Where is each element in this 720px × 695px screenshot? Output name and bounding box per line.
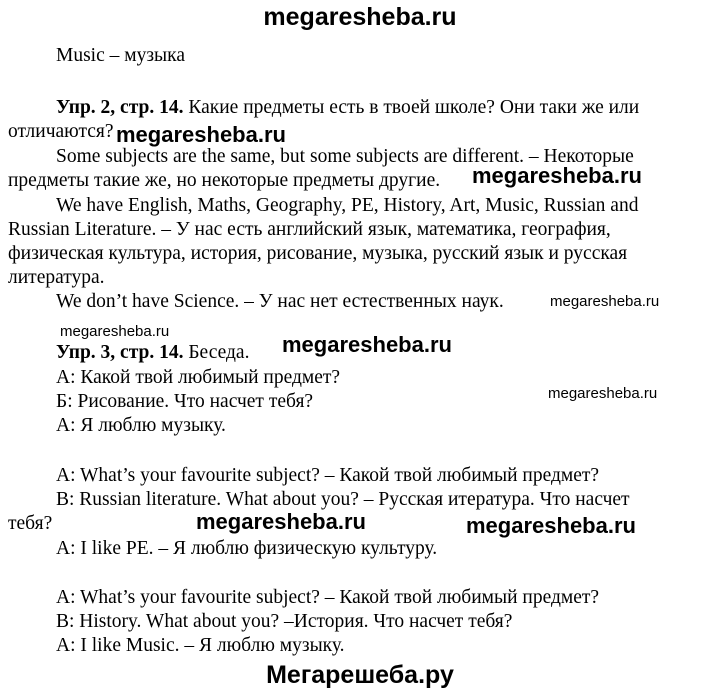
paragraph-3: We don’t have Science. – У нас нет естественных наук. (56, 291, 504, 312)
dialog-1-line-1: А: Какой твой любимый предмет? (56, 367, 341, 388)
watermark: megaresheba.ru (0, 0, 110, 17)
watermark: megaresheba.ru (196, 509, 366, 534)
exercise-3-label: Упр. 3, стр. 14. (56, 342, 184, 363)
paragraph-1-line-1: Some subjects are the same, but some subjects are different. – Некоторые (56, 146, 634, 167)
watermark: megaresheba.ru (472, 163, 642, 188)
watermark: megaresheba.ru (282, 332, 452, 357)
watermark: megaresheba.ru (548, 385, 658, 402)
dialog-2-line-2: B: Russian literature. What about you? – Русская итература. Что насчет (56, 489, 630, 510)
dialog-3-line-2: B: History. What about you? –История. Что насчет тебя? (56, 611, 513, 632)
paragraph-2-line-1: We have English, Maths, Geography, PE, History, Art, Music, Russian and (56, 195, 639, 216)
exercise-2-label: Упр. 2, стр. 14. (56, 97, 184, 118)
exercise-2-question-cont: отличаются? (8, 121, 114, 142)
paragraph-2-line-3: физическая культура, история, рисование, музыка, русский язык и русская (8, 243, 628, 264)
dialog-3-line-3: A: I like Music. – Я люблю музыку. (56, 635, 345, 656)
dialog-2-line-1: A: What’s your favourite subject? – Какой твой любимый предмет? (56, 465, 600, 486)
dialog-1-line-2: Б: Рисование. Что насчет тебя? (56, 391, 314, 412)
watermark: megaresheba.ru (466, 513, 636, 538)
music-line: Music – музыка (56, 45, 185, 66)
site-header-watermark: megaresheba.ru (263, 3, 457, 31)
exercise-3-title: Беседа. (183, 342, 250, 363)
exercise-2-question-text: Какие предметы есть в твоей школе? Они таки же или (183, 97, 640, 118)
watermark: megaresheba.ru (60, 323, 170, 340)
dialog-2-line-4: A: I like PE. – Я люблю физическую культуру. (56, 538, 438, 559)
paragraph-2-line-4: литература. (8, 267, 105, 288)
watermark: megaresheba.ru (550, 293, 660, 310)
exercise-2-question (56, 96, 706, 120)
site-footer-watermark: Мегарешеба.ру (266, 661, 454, 689)
dialog-3-line-1: A: What’s your favourite subject? – Какой твой любимый предмет? (56, 587, 600, 608)
paragraph-2-line-2: Russian Literature. – У нас есть английский язык, математика, география, (8, 219, 611, 240)
dialog-2-line-3: тебя? (8, 513, 53, 534)
dialog-1-line-3: А: Я люблю музыку. (56, 415, 226, 436)
exercise-3-heading (56, 341, 249, 365)
watermark: megaresheba.ru (116, 122, 286, 147)
paragraph-1-line-2: предметы такие же, но некоторые предметы другие. (8, 170, 441, 191)
